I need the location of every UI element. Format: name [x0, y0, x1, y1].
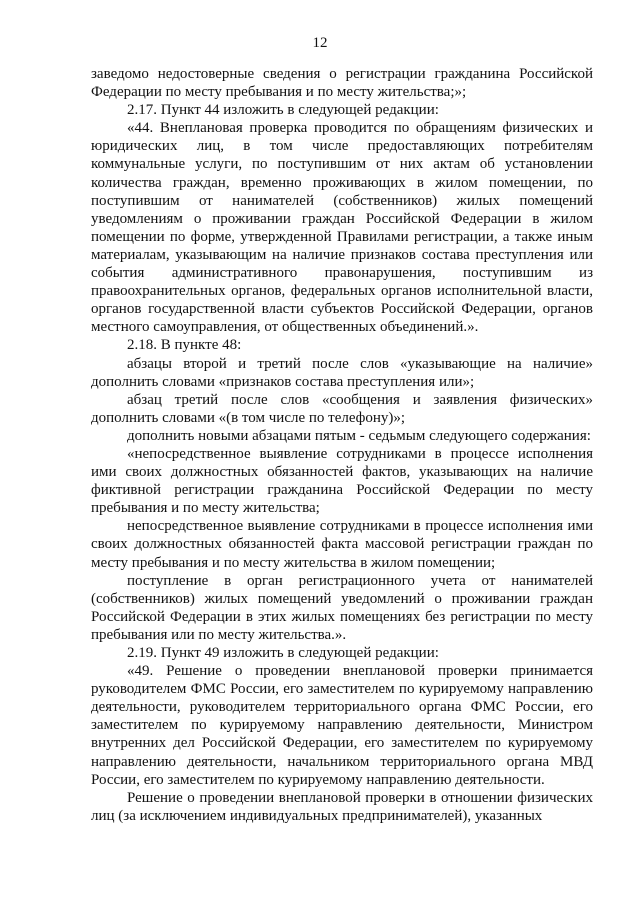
paragraph-5: абзацы второй и третий после слов «указывающие на наличие» дополнить словами «признаков состава преступления или»; [91, 355, 593, 390]
paragraph-13: Решение о проведении внеплановой проверки в отношении физических лиц (за исключением индивидуальных предпринимателей), указанных [91, 789, 593, 824]
paragraph-7: дополнить новыми абзацами пятым - седьмым следующего содержания: [127, 427, 591, 444]
paragraph-12: «49. Решение о проведении внеплановой проверки принимается руководителем ФМС России, его заместителем по курируемому направлению деятельности, руководителем территориального органа ФМС России, его заместителем по курируемому направлению деятельности, Министром внутренних дел Российской Федерации, его заместителем по курируемому направлению деятельности, начальником территориального органа МВД России, его заместителем по курируемому направлению деятельности. [91, 663, 593, 788]
page-number: 12 [312, 35, 328, 51]
paragraph-8: «непосредственное выявление сотрудниками в процессе исполнения ими своих должностных обязанностей фактов, указывающих на наличие фиктивной регистрации гражданина Российской Федерации по месту пребывания и по месту жительства; [91, 445, 593, 517]
paragraph-1: заведомо недостоверные сведения о регистрации гражданина Российской Федерации по месту пребывания и по месту жительства;»; [91, 66, 593, 101]
paragraph-9: непосредственное выявление сотрудниками в процессе исполнения ими своих должностных обязанностей факта массовой регистрации граждан по месту пребывания и по месту жительства в жилом помещении; [91, 518, 593, 571]
paragraph-6: абзац третий после слов «сообщения и заявления физических» дополнить словами «(в том числе по телефону)»; [91, 391, 593, 426]
paragraph-11: 2.19. Пункт 49 изложить в следующей редакции: [127, 645, 439, 661]
paragraph-4: 2.18. В пункте 48: [127, 337, 242, 354]
paragraph-3: «44. Внеплановая проверка проводится по обращениям физических и юридических лиц, в том числе предоставляющих потребителям коммунальные услуги, по поступившим от них актам об установлении количества граждан, временно проживающих в жилом помещении, по поступившим от нанимателей (собственников) жилых помещений уведомлениям о проживании граждан Российской Федерации в жилом помещении по форме, утвержденной Правилами регистрации, а также иным материалам, указывающим на наличие признаков состава преступления или события административного правонарушения, поступившим из правоохранительных органов, федеральных органов исполнительной власти, органов государственной власти субъектов Российской Федерации, органов местного самоуправления, от общественных объединений.». [91, 120, 593, 336]
paragraph-10: поступление в орган регистрационного учета от нанимателей (собственников) жилых помещений уведомлений о проживании граждан Российской Федерации в этих жилых помещениях без регистрации по месту пребывания или по месту жительства.». [91, 572, 593, 643]
document-body [91, 65, 593, 825]
paragraph-2: 2.17. Пункт 44 изложить в следующей редакции: [127, 102, 439, 119]
